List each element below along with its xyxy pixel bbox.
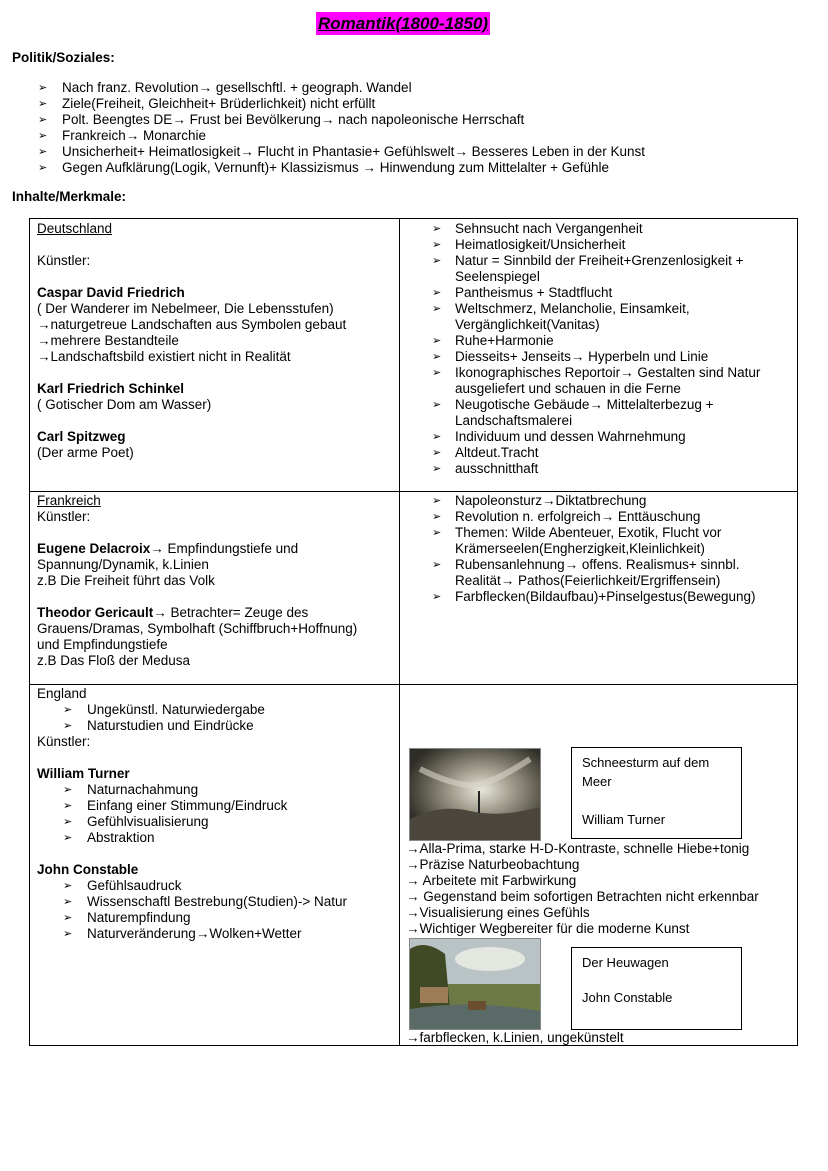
list-item: ➢ Pantheismus + Stadtflucht: [429, 285, 789, 301]
artist-name: Theodor Gericault: [37, 605, 154, 620]
kuenstler-label: Künstler:: [37, 253, 91, 268]
list-item: ➢ Gefühlsaudruck: [37, 878, 392, 894]
list-item: ➢ Napoleonsturz→Diktatbrechung: [429, 493, 789, 509]
list-item: ➢ Polt. Beengtes DE→ Frust bei Bevölkerung→ nach napoleonische Herrschaft: [38, 112, 645, 128]
column-divider: [399, 219, 400, 1045]
deutschland-merkmale: [429, 221, 789, 477]
list-item: ➢ Farbflecken(Bildaufbau)+Pinselgestus(Bewegung): [429, 589, 789, 605]
note-line: →Alla-Prima, starke H-D-Kontraste, schnelle Hiebe+tonig: [406, 841, 750, 856]
country-label: Frankreich: [37, 493, 101, 508]
frankreich-merkmale: [429, 493, 789, 605]
list-item: ➢ Gegen Aufklärung(Logik, Vernunft)+ Klassizismus → Hinwendung zum Mittelalter + Gefühle: [38, 160, 645, 176]
artist-example: z.B Die Freiheit führt das Volk: [37, 573, 215, 588]
inhalte-heading: Inhalte/Merkmale:: [12, 189, 127, 204]
kuenstler-label: Künstler:: [37, 509, 91, 524]
artist-name: William Turner: [37, 766, 130, 781]
country-label: Deutschland: [37, 221, 113, 236]
constable-caption-box: [571, 947, 742, 1030]
list-item: ➢ Individuum und dessen Wahrnehmung: [429, 429, 789, 445]
artist-works: ( Der Wanderer im Nebelmeer, Die Lebensstufen): [37, 301, 334, 316]
frankreich-cell: [37, 493, 392, 669]
row-divider: [30, 684, 797, 685]
list-item: ➢ Unsicherheit+ Heimatlosigkeit→ Flucht in Phantasie+ Gefühlswelt→ Besseres Leben in der Kunst: [38, 144, 645, 160]
list-item: ➢ Ikonographisches Reportoir→ Gestalten sind Natur ausgeliefert und schauen in die Ferne: [429, 365, 789, 397]
row-divider: [30, 491, 797, 492]
list-item: ➢ Einfang einer Stimmung/Eindruck: [37, 798, 392, 814]
note-line: →Präzise Naturbeobachtung: [406, 857, 580, 872]
list-item: ➢ Natur = Sinnbild der Freiheit+Grenzenlosigkeit + Seelenspiegel: [429, 253, 789, 285]
deutschland-cell: [37, 221, 392, 461]
note-line: → Gegenstand beim sofortigen Betrachten nicht erkennbar: [406, 889, 759, 904]
list-item: ➢ Naturempfindung: [37, 910, 392, 926]
artist-example: z.B Das Floß der Medusa: [37, 653, 191, 668]
list-item: ➢ Rubensanlehnung→ offens. Realismus+ sinnbl. Realität→ Pathos(Feierlichkeit/Ergriffensein): [429, 557, 789, 589]
turner-notes: [406, 841, 796, 937]
list-item: ➢ Naturstudien und Eindrücke: [37, 718, 392, 734]
artist-note: und Empfindungstiefe: [37, 637, 168, 652]
artist-note: →mehrere Bestandteile: [37, 333, 179, 348]
list-item: ➢ Naturnachahmung: [37, 782, 392, 798]
caption-line: William Turner: [582, 812, 666, 827]
list-item: ➢ Ruhe+Harmonie: [429, 333, 789, 349]
list-item: ➢ Wissenschaftl Bestrebung(Studien)-> Natur: [37, 894, 392, 910]
artist-name: Caspar David Friedrich: [37, 285, 185, 300]
artist-note: →Landschaftsbild existiert nicht in Realität: [37, 349, 291, 364]
artist-name: Eugene Delacroix: [37, 541, 151, 556]
caption-line: Schneesturm auf dem: [582, 755, 710, 770]
kuenstler-label: Künstler:: [37, 734, 91, 749]
constable-note: →farbflecken, k.Linien, ungekünstelt: [406, 1030, 624, 1045]
country-label: England: [37, 686, 87, 701]
list-item: ➢ Diesseits+ Jenseits→ Hyperbeln und Linie: [429, 349, 789, 365]
caption-line: Der Heuwagen: [582, 955, 669, 970]
note-line: →Visualisierung eines Gefühls: [406, 905, 590, 920]
list-item: ➢ Revolution n. erfolgreich→ Enttäuschung: [429, 509, 789, 525]
turner-caption-box: [571, 747, 742, 839]
list-item: ➢ ausschnitthaft: [429, 461, 789, 477]
merkmale-table: [29, 218, 798, 1046]
artist-name: Karl Friedrich Schinkel: [37, 381, 185, 396]
list-item: ➢ Ziele(Freiheit, Gleichheit+ Brüderlichkeit) nicht erfüllt: [38, 96, 645, 112]
list-item: ➢ Neugotische Gebäude→ Mittelalterbezug + Landschaftsmalerei: [429, 397, 789, 429]
page-title: Romantik(1800-1850): [318, 14, 489, 33]
note-line: →Wichtiger Wegbereiter für die moderne Kunst: [406, 921, 690, 936]
list-item: ➢ Altdeut.Tracht: [429, 445, 789, 461]
artist-name: Carl Spitzweg: [37, 429, 126, 444]
artist-note: Spannung/Dynamik, k.Linien: [37, 557, 209, 572]
artist-note: Grauens/Dramas, Symbolhaft (Schiffbruch+Hoffnung): [37, 621, 358, 636]
list-item: ➢ Weltschmerz, Melancholie, Einsamkeit, Vergänglichkeit(Vanitas): [429, 301, 789, 333]
england-cell: [37, 686, 392, 942]
list-item: ➢ Heimatlosigkeit/Unsicherheit: [429, 237, 789, 253]
list-item: ➢ Nach franz. Revolution→ gesellschftl. + geograph. Wandel: [38, 80, 645, 96]
artist-name: John Constable: [37, 862, 139, 877]
list-item: ➢ Abstraktion: [37, 830, 392, 846]
list-item: ➢ Ungekünstl. Naturwiedergabe: [37, 702, 392, 718]
caption-line: Meer: [582, 774, 612, 789]
list-item: ➢ Naturveränderung→Wolken+Wetter: [37, 926, 392, 942]
list-item: ➢ Sehnsucht nach Vergangenheit: [429, 221, 789, 237]
politik-heading: Politik/Soziales:: [12, 50, 115, 65]
artist-note: →naturgetreue Landschaften aus Symbolen gebaut: [37, 317, 347, 332]
artist-note: → Betrachter= Zeuge des: [153, 605, 309, 620]
turner-painting-image: [409, 748, 541, 841]
note-line: → Arbeitete mit Farbwirkung: [406, 873, 577, 888]
list-item: ➢ Gefühlvisualisierung: [37, 814, 392, 830]
constable-painting-image: [409, 938, 541, 1030]
list-item: ➢ Themen: Wilde Abenteuer, Exotik, Flucht vor Krämerseelen(Engherzigkeit,Kleinlichkeit): [429, 525, 789, 557]
politik-list: [38, 80, 645, 176]
artist-works: ( Gotischer Dom am Wasser): [37, 397, 212, 412]
list-item: ➢ Frankreich→ Monarchie: [38, 128, 645, 144]
artist-works: (Der arme Poet): [37, 445, 134, 460]
caption-line: John Constable: [582, 990, 673, 1005]
artist-note: → Empfindungstiefe und: [150, 541, 299, 556]
